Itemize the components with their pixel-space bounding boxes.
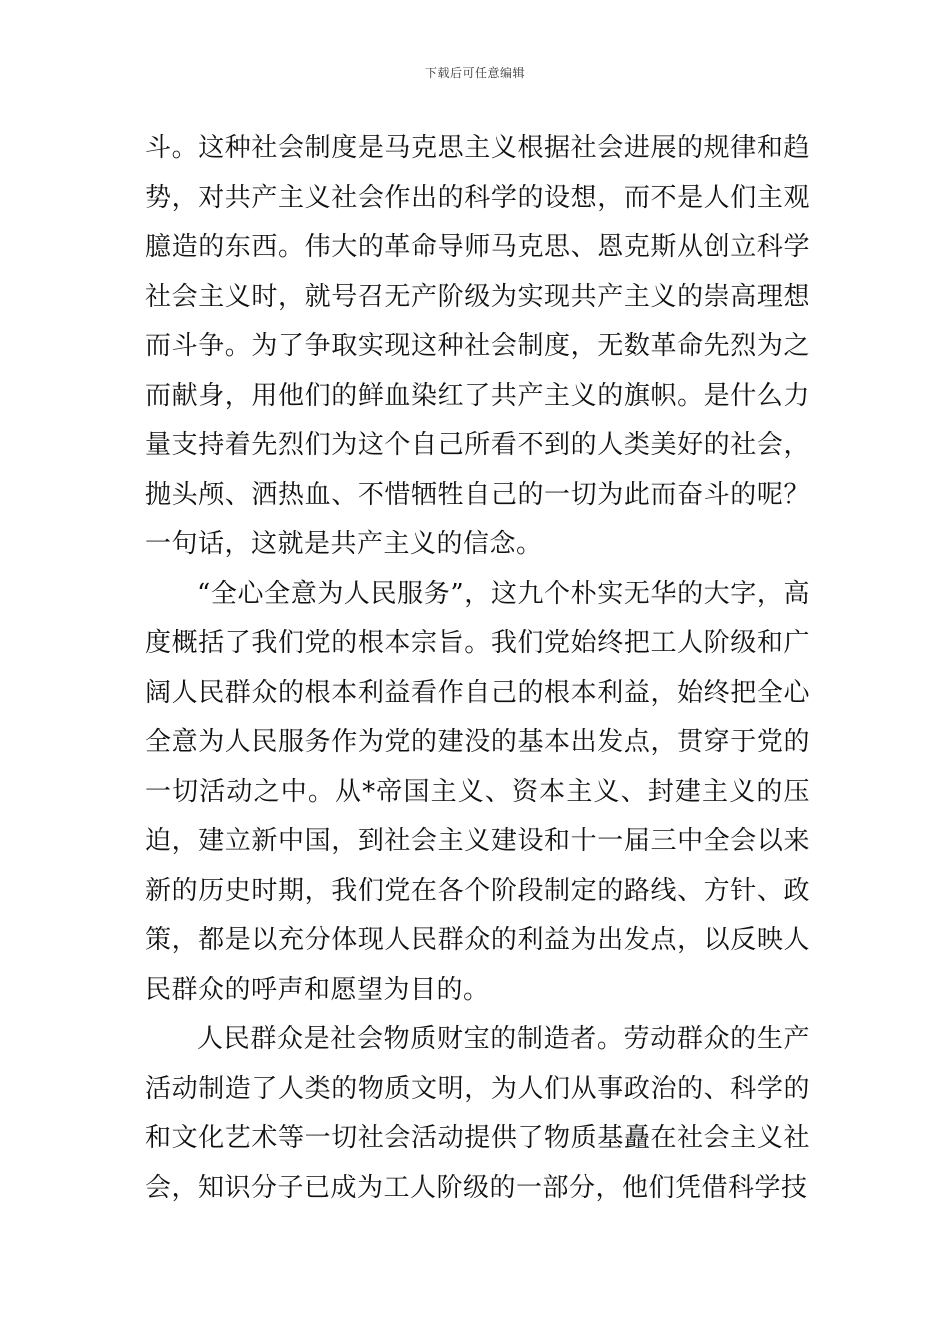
- paragraph-1: 斗。这种社会制度是马克思主义根据社会进展的规律和趋势，对共产主义社会作出的科学的设想，而不是人们主观臆造的东西。伟大的革命导师马克思、恩克斯从创立科学社会主义时，就号召无产阶级为实现共产主义的崇高理想而斗争。为了争取实现这种社会制度，无数革命先烈为之而献身，用他们的鲜血染红了共产主义的旗帜。是什么力量支持着先烈们为这个自己所看不到的人类美好的社会，抛头颅、洒热血、不惜牺牲自己的一切为此而奋斗的呢？一句话，这就是共产主义的信念。: [145, 133, 810, 559]
- page-header: 下载后可任意编辑: [424, 66, 525, 80]
- paragraph-2: “全心全意为人民服务”，这九个朴实无华的大字，高度概括了我们党的根本宗旨。我们党始终把工人阶级和广阔人民群众的根本利益看作自己的根本利益，始终把全心全意为人民服务作为党的建没的基本出发点，贯穿于党的一切活动之中。从*帝国主义、资本主义、封建主义的压迫，建立新中国，到社会主义建设和十一届三中全会以来新的历史时期，我们党在各个阶段制定的路线、方针、政策，都是以充分体现人民群众的利益为出发点，以反映人民群众的呼声和愿望为目的。: [145, 578, 810, 1005]
- paragraph-3: 人民群众是社会物质财宝的制造者。劳动群众的生产活动制造了人类的物质文明，为人们从事政治的、科学的和文化艺术等一切社会活动提供了物质基矗在社会主义社会，知识分子已成为工人阶级的一部分，他们凭借科学技: [145, 1024, 810, 1203]
- document-body: [145, 124, 810, 1213]
